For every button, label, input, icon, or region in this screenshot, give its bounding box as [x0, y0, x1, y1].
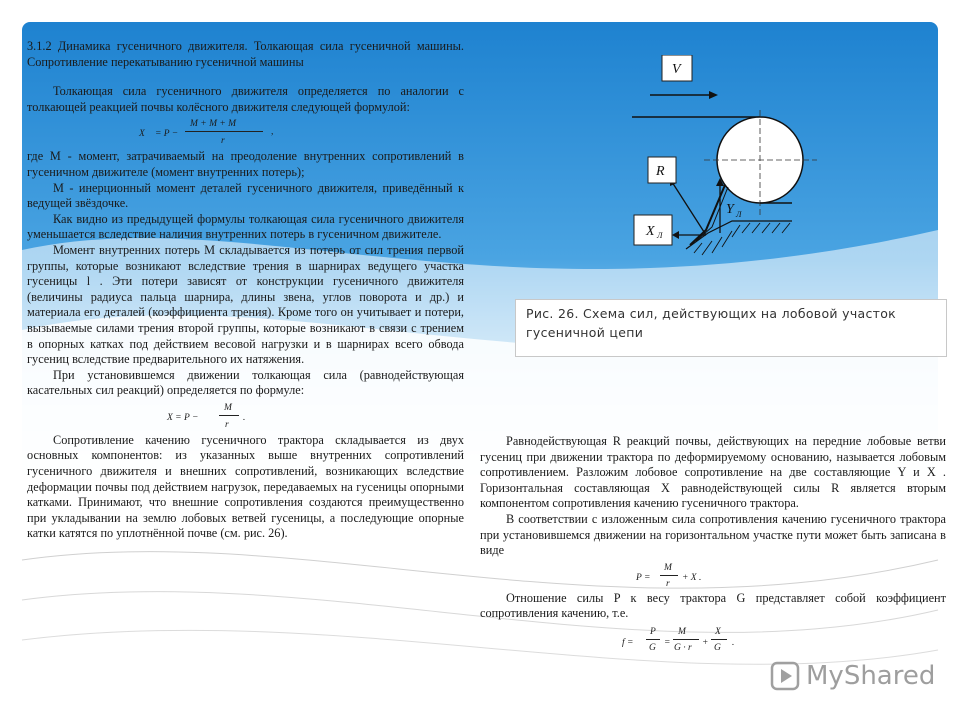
formula-eq: = P −	[155, 129, 179, 140]
formula-pushing-force	[27, 115, 464, 149]
paragraph: Как видно из предыдущей формулы толкающая сила гусеничного движителя уменьшается вследствие наличия внутренних потерь в гусеничном движителе.	[27, 211, 464, 242]
watermark-text: MyShared	[806, 661, 936, 691]
formula-numerator: X	[715, 626, 721, 637]
formula-denominator: G · r	[674, 642, 692, 653]
formula-numerator: M	[664, 562, 672, 573]
force-r-label: R	[656, 164, 665, 179]
paragraph: где M - момент, затрачиваемый на преодоление внутренних сопротивлений в гусеничном движителе (момент внутренних потерь);	[27, 149, 464, 179]
formula-numerator: M	[224, 402, 232, 413]
formula-tail: + X .	[682, 572, 702, 583]
force-y-subscript: Л	[736, 210, 742, 219]
right-column	[480, 434, 946, 654]
force-diagram	[632, 55, 832, 265]
formula-steady-force	[27, 399, 464, 433]
force-x-arrowhead	[672, 231, 679, 239]
force-x-label: X	[646, 224, 655, 239]
force-r-arrow	[672, 182, 706, 235]
formula-lhs: X = P −	[167, 412, 199, 423]
velocity-arrowhead	[709, 91, 718, 99]
formula-denominator: G	[714, 642, 721, 653]
formula-tail: .	[732, 637, 735, 648]
watermark	[770, 656, 935, 696]
paragraph: В соответствии с изложенным сила сопротивления качению гусеничного трактора при установившемся движении на горизонтальном участке пути может быть записана в виде	[480, 511, 946, 558]
formula-plus: +	[702, 637, 709, 648]
formula-lhs: X	[139, 129, 145, 140]
play-logo-icon	[770, 661, 800, 691]
formula-numerator: M	[678, 626, 686, 637]
fraction-bar	[219, 415, 239, 416]
formula-rolling-coefficient	[480, 622, 946, 654]
paragraph: M - инерционный момент деталей гусеничного движителя, приведённый к ведущей звёздочке.	[27, 180, 464, 211]
section-heading: 3.1.2 Динамика гусеничного движителя. Толкающая сила гусеничной машины. Сопротивление перекатыванию гусеничной машины	[27, 39, 464, 69]
paragraph: Отношение силы P к весу трактора G представляет собой коэффициент сопротивления качению, т.е.	[480, 590, 946, 621]
formula-denominator: r	[666, 578, 670, 589]
formula-lhs: P =	[636, 572, 651, 583]
force-y-label: Y	[726, 202, 734, 217]
fraction-bar	[646, 639, 660, 640]
formula-numerator: P	[650, 626, 656, 637]
formula-rolling-resistance-force	[480, 559, 946, 591]
formula-eq: =	[664, 637, 671, 648]
paragraph: Равнодействующая R реакций почвы, действующих на передние лобовые ветви гусениц при движении трактора по деформируемому основанию, называется лобовым сопротивлением. Разложим лобовое сопротивление на две составляющие Y и X . Горизонтальная составляющая X равнодействующей силы R является вторым компонентом сопротивления качению гусеничного трактора.	[480, 434, 946, 511]
fraction-bar	[711, 639, 727, 640]
formula-tail: .	[243, 412, 246, 423]
paragraph: Момент внутренних потерь M складывается из потерь от сил трения первой группы, которые возникают вследствие трения в шарнирах ведущего участка гусеницы l . Эти потери зависят от конструкции гусеничного движителя (величины радиуса пальца шарнира, длины звена, углов поворота и др.) и материала его деталей (коэффициента трения). Кроме того он учитывает и потери, вызываемые силами трения второй группы, которые возникают в связи с трением в опорных катках под действием весовой нагрузки и в шарнирах всего обвода гусениц вследствие предварительного их натяжения.	[27, 242, 464, 367]
paragraph: При установившемся движении толкающая сила (равнодействующая касательных сил реакций) определяется по формуле:	[27, 367, 464, 398]
paragraph: Толкающая сила гусеничного движителя определяется по аналогии с толкающей реакцией почвы колёсного движителя следующей формулой:	[27, 84, 464, 114]
figure-caption: Рис. 26. Схема сил, действующих на лобовой участок гусеничной цепи	[515, 299, 947, 357]
fraction-bar	[185, 131, 263, 132]
soil-hatching	[694, 223, 790, 255]
velocity-label: V	[672, 62, 681, 77]
formula-denominator: r	[221, 136, 225, 147]
formula-numerator: M + M + M	[190, 119, 237, 130]
fraction-bar	[673, 639, 699, 640]
formula-tail: ,	[271, 127, 274, 138]
formula-denominator: G	[649, 642, 656, 653]
left-column	[27, 39, 464, 542]
paragraph: Сопротивление качению гусеничного трактора складывается из двух основных компонентов: из указанных выше внутренних сопротивлений гусеничного движителя и внешних сопротивлений, возникающих вследствие деформации почвы под действием нагрузок, передаваемых на гусеницы опорными катками. Принимают, что внешние сопротивления создаются преимущественно при укладывании на землю лобовых ветвей гусеницы, а последующие опорные катки катятся по уплотнённой почве (см. рис. 26).	[27, 432, 464, 541]
fraction-bar	[660, 575, 678, 576]
formula-lhs: f =	[622, 637, 634, 648]
formula-denominator: r	[225, 419, 229, 430]
force-x-subscript: Л	[657, 231, 663, 240]
